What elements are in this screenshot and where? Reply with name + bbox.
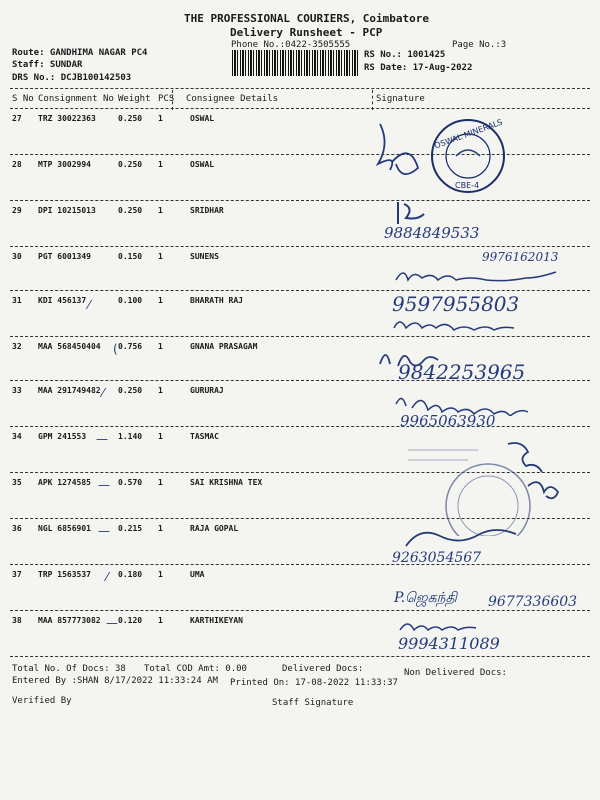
row-weight: 1.140 [118,432,143,441]
row-sno: 29 [12,206,22,215]
entered-by: Entered By :SHAN 8/17/2022 11:33:24 AM [12,676,218,686]
signature-31-phone: 9597955803 [392,292,520,316]
row-sno: 30 [12,252,22,261]
row-consignment: DPI 10215013 [38,206,96,215]
row-weight: 0.250 [118,206,143,215]
row-sno: 33 [12,386,22,395]
row-weight: 0.250 [118,386,143,395]
row-pcs: 1 [158,478,163,487]
row-weight: 0.150 [118,252,143,261]
row-pcs: 1 [158,386,163,395]
row-weight: 0.120 [118,616,143,625]
tick-mark: — [106,616,118,630]
tick-mark: ⁄ [88,298,91,312]
stamp-top-text: OSWAL MINERALS [433,117,504,151]
row-pcs: 1 [158,524,163,533]
row-consignment: PGT 6001349 [38,252,91,261]
staff-signature: Staff Signature [272,698,354,708]
row-consignee: SAI KRISHNA TEX [190,478,263,487]
barcode [232,50,360,76]
route: Route: GANDHIMA NAGAR PC4 [12,48,148,58]
tasmac-stamp [408,436,578,536]
signature-30-scribble [392,262,582,288]
row-consignee: RAJA GOPAL [190,524,239,533]
row-consignee: SRIDHAR [190,206,224,215]
row-sno: 34 [12,432,22,441]
row-consignee: GNANA PRASAGAM [190,342,258,351]
delivered-docs: Delivered Docs: [282,664,364,674]
rs-number: RS No.: 1001425 [364,50,446,60]
signature-31-scribble [390,314,530,334]
row-consignment: NGL 6856901 [38,524,91,533]
company-name: THE PROFESSIONAL COURIERS, Coimbatore [184,12,430,25]
col-signature: Signature [376,94,425,104]
row-sno: 38 [12,616,22,625]
col-pcs: PCS [158,94,175,104]
row-consignee: SUNENS [190,252,219,261]
row-weight: 0.250 [118,114,143,123]
row-sno: 36 [12,524,22,533]
signature-38-scribble [396,616,496,636]
tick-mark: — [98,524,110,538]
row-weight: 0.570 [118,478,143,487]
row-pcs: 1 [158,206,163,215]
signature-32-phone: 9842253965 [398,360,526,384]
signature-33-phone: 9965063930 [400,412,496,430]
row-weight: 0.756 [118,342,143,351]
staff: Staff: SUNDAR [12,60,83,70]
row-consignee: BHARATH RAJ [190,296,243,305]
row-consignee: GURURAJ [190,386,224,395]
row-consignment: KDI 456137 [38,296,87,305]
row-weight: 0.180 [118,570,143,579]
total-cod: Total COD Amt: 0.00 [144,664,247,674]
table-row [10,200,590,244]
stamp-bottom-text: CBE-4 [455,181,480,190]
signature-30-phone: 9976162013 [482,250,559,264]
row-pcs: 1 [158,570,163,579]
row-sno: 35 [12,478,22,487]
row-pcs: 1 [158,432,163,441]
table-header [10,94,590,106]
document-title: Delivery Runsheet - PCP [230,26,383,39]
row-consignment: MAA 568450404 [38,342,101,351]
row-weight: 0.215 [118,524,143,533]
row-pcs: 1 [158,616,163,625]
row-consignment: MAA 857773082 [38,616,101,625]
tick-mark: — [98,478,110,492]
tick-mark: — [96,432,108,446]
row-consignee: UMA [190,570,205,579]
row-consignment: MTP 3002994 [38,160,91,169]
page-number: Page No.:3 [452,40,507,50]
table-row [10,610,590,654]
total-docs: Total No. Of Docs: 38 [12,664,126,674]
signature-37-phone: 9677336603 [488,594,578,610]
tick-mark: ( [113,342,118,356]
signature-36-phone: 9263054567 [392,550,482,566]
signature-29-phone: 9884849533 [384,224,480,242]
printed-on: Printed On: 17-08-2022 11:33:37 [230,678,398,688]
row-pcs: 1 [158,252,163,261]
row-consignee: OSWAL [190,160,215,169]
row-pcs: 1 [158,114,163,123]
tick-mark: ⁄ [106,570,109,584]
row-pcs: 1 [158,296,163,305]
row-consignment: GPM 241553 [38,432,87,441]
row-consignment: APK 1274585 [38,478,91,487]
rs-date: RS Date: 17-Aug-2022 [364,63,473,73]
row-consignment: MAA 291749482 [38,386,101,395]
row-weight: 0.250 [118,160,143,169]
col-consignment: Consignment No [38,94,114,104]
col-sno: S No [12,94,34,104]
row-consignment: TRZ 30022363 [38,114,96,123]
row-sno: 28 [12,160,22,169]
row-consignment: TRP 1563537 [38,570,91,579]
signature-38-phone: 9994311089 [398,634,500,653]
row-consignee: TASMAC [190,432,219,441]
row-weight: 0.100 [118,296,143,305]
row-consignee: KARTHIKEYAN [190,616,243,625]
phone-number: Phone No.:0422-3505555 [231,40,351,50]
row-consignee: OSWAL [190,114,215,123]
row-sno: 37 [12,570,22,579]
tick-mark: ⁄ [102,386,105,400]
signature-37-name: P.ஜெகந்தி [394,590,458,606]
row-sno: 31 [12,296,22,305]
row-sno: 32 [12,342,22,351]
verified-by: Verified By [12,696,72,706]
row-pcs: 1 [158,160,163,169]
col-weight: Weight [118,94,151,104]
oswal-stamp [428,116,508,196]
drs-number: DRS No.: DCJB100142503 [12,73,132,83]
col-consignee: Consignee Details [186,94,279,104]
row-sno: 27 [12,114,22,123]
non-delivered-docs: Non Delivered Docs: [404,668,507,678]
row-pcs: 1 [158,342,163,351]
